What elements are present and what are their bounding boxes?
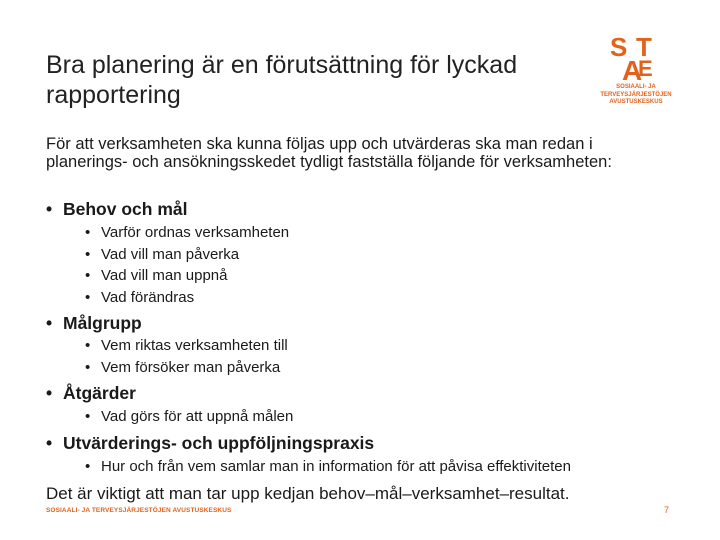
logo-wordmark-line2: TERVEYSJÄRJESTÖJEN — [600, 91, 672, 98]
page-number: 7 — [664, 505, 670, 515]
list-item: • Hur och från vem samlar man in information för att påvisa effektiviteten — [85, 456, 665, 478]
bullet-atgarder — [46, 383, 666, 403]
logo-letter-e: E — [638, 56, 653, 81]
list-item: • Vad görs för att uppnå målen — [85, 406, 665, 428]
sublist-behov-och-mal — [85, 222, 665, 308]
bullet-utvarderings-praxis — [46, 433, 666, 453]
footer-organization: SOSIAALI- JA TERVEYSJÄRJESTÖJEN AVUSTUSKESKUS — [46, 507, 232, 514]
list-item: • Vem riktas verksamheten till — [85, 335, 665, 357]
slide-title: Bra planering är en förutsättning för lyckad rapportering — [46, 51, 518, 109]
bullet-heading: Utvärderings- och uppföljningspraxis — [63, 433, 375, 453]
list-item: • Varför ordnas verksamheten — [85, 222, 665, 244]
bullet-heading: Behov och mål — [63, 199, 188, 219]
intro-paragraph: För att verksamheten ska kunna följas upp och utvärderas ska man redan i planerings- och ansökningsskedet tydligt fastställa följande för verksamheten: — [46, 135, 612, 171]
conclusion-text: Det är viktigt att man tar upp kedjan behov–mål–verksamhet–resultat. — [46, 484, 570, 503]
sublist-atgarder — [85, 406, 665, 428]
bullet-malgrupp — [46, 313, 666, 333]
bullet-heading: Åtgärder — [63, 383, 136, 403]
logo-letter-a: A — [622, 55, 643, 86]
list-item: • Vad vill man påverka — [85, 244, 665, 266]
logo-wordmark-line3: AVUSTUSKESKUS — [609, 99, 663, 105]
bullet-heading: Målgrupp — [63, 313, 142, 333]
sublist-utvarderings-praxis — [85, 456, 665, 478]
list-item: • Vem försöker man påverka — [85, 357, 665, 379]
bullet-behov-och-mal — [46, 199, 666, 219]
logo-wordmark-line1: SOSIAALI- JA — [616, 84, 656, 90]
list-item: • Vad förändras — [85, 287, 665, 309]
list-item: • Vad vill man uppnå — [85, 265, 665, 287]
logo-letter-s: S — [610, 32, 628, 62]
logo-wordmark — [596, 84, 676, 107]
sublist-malgrupp — [85, 335, 665, 378]
logo-letter-t: T — [636, 32, 652, 62]
